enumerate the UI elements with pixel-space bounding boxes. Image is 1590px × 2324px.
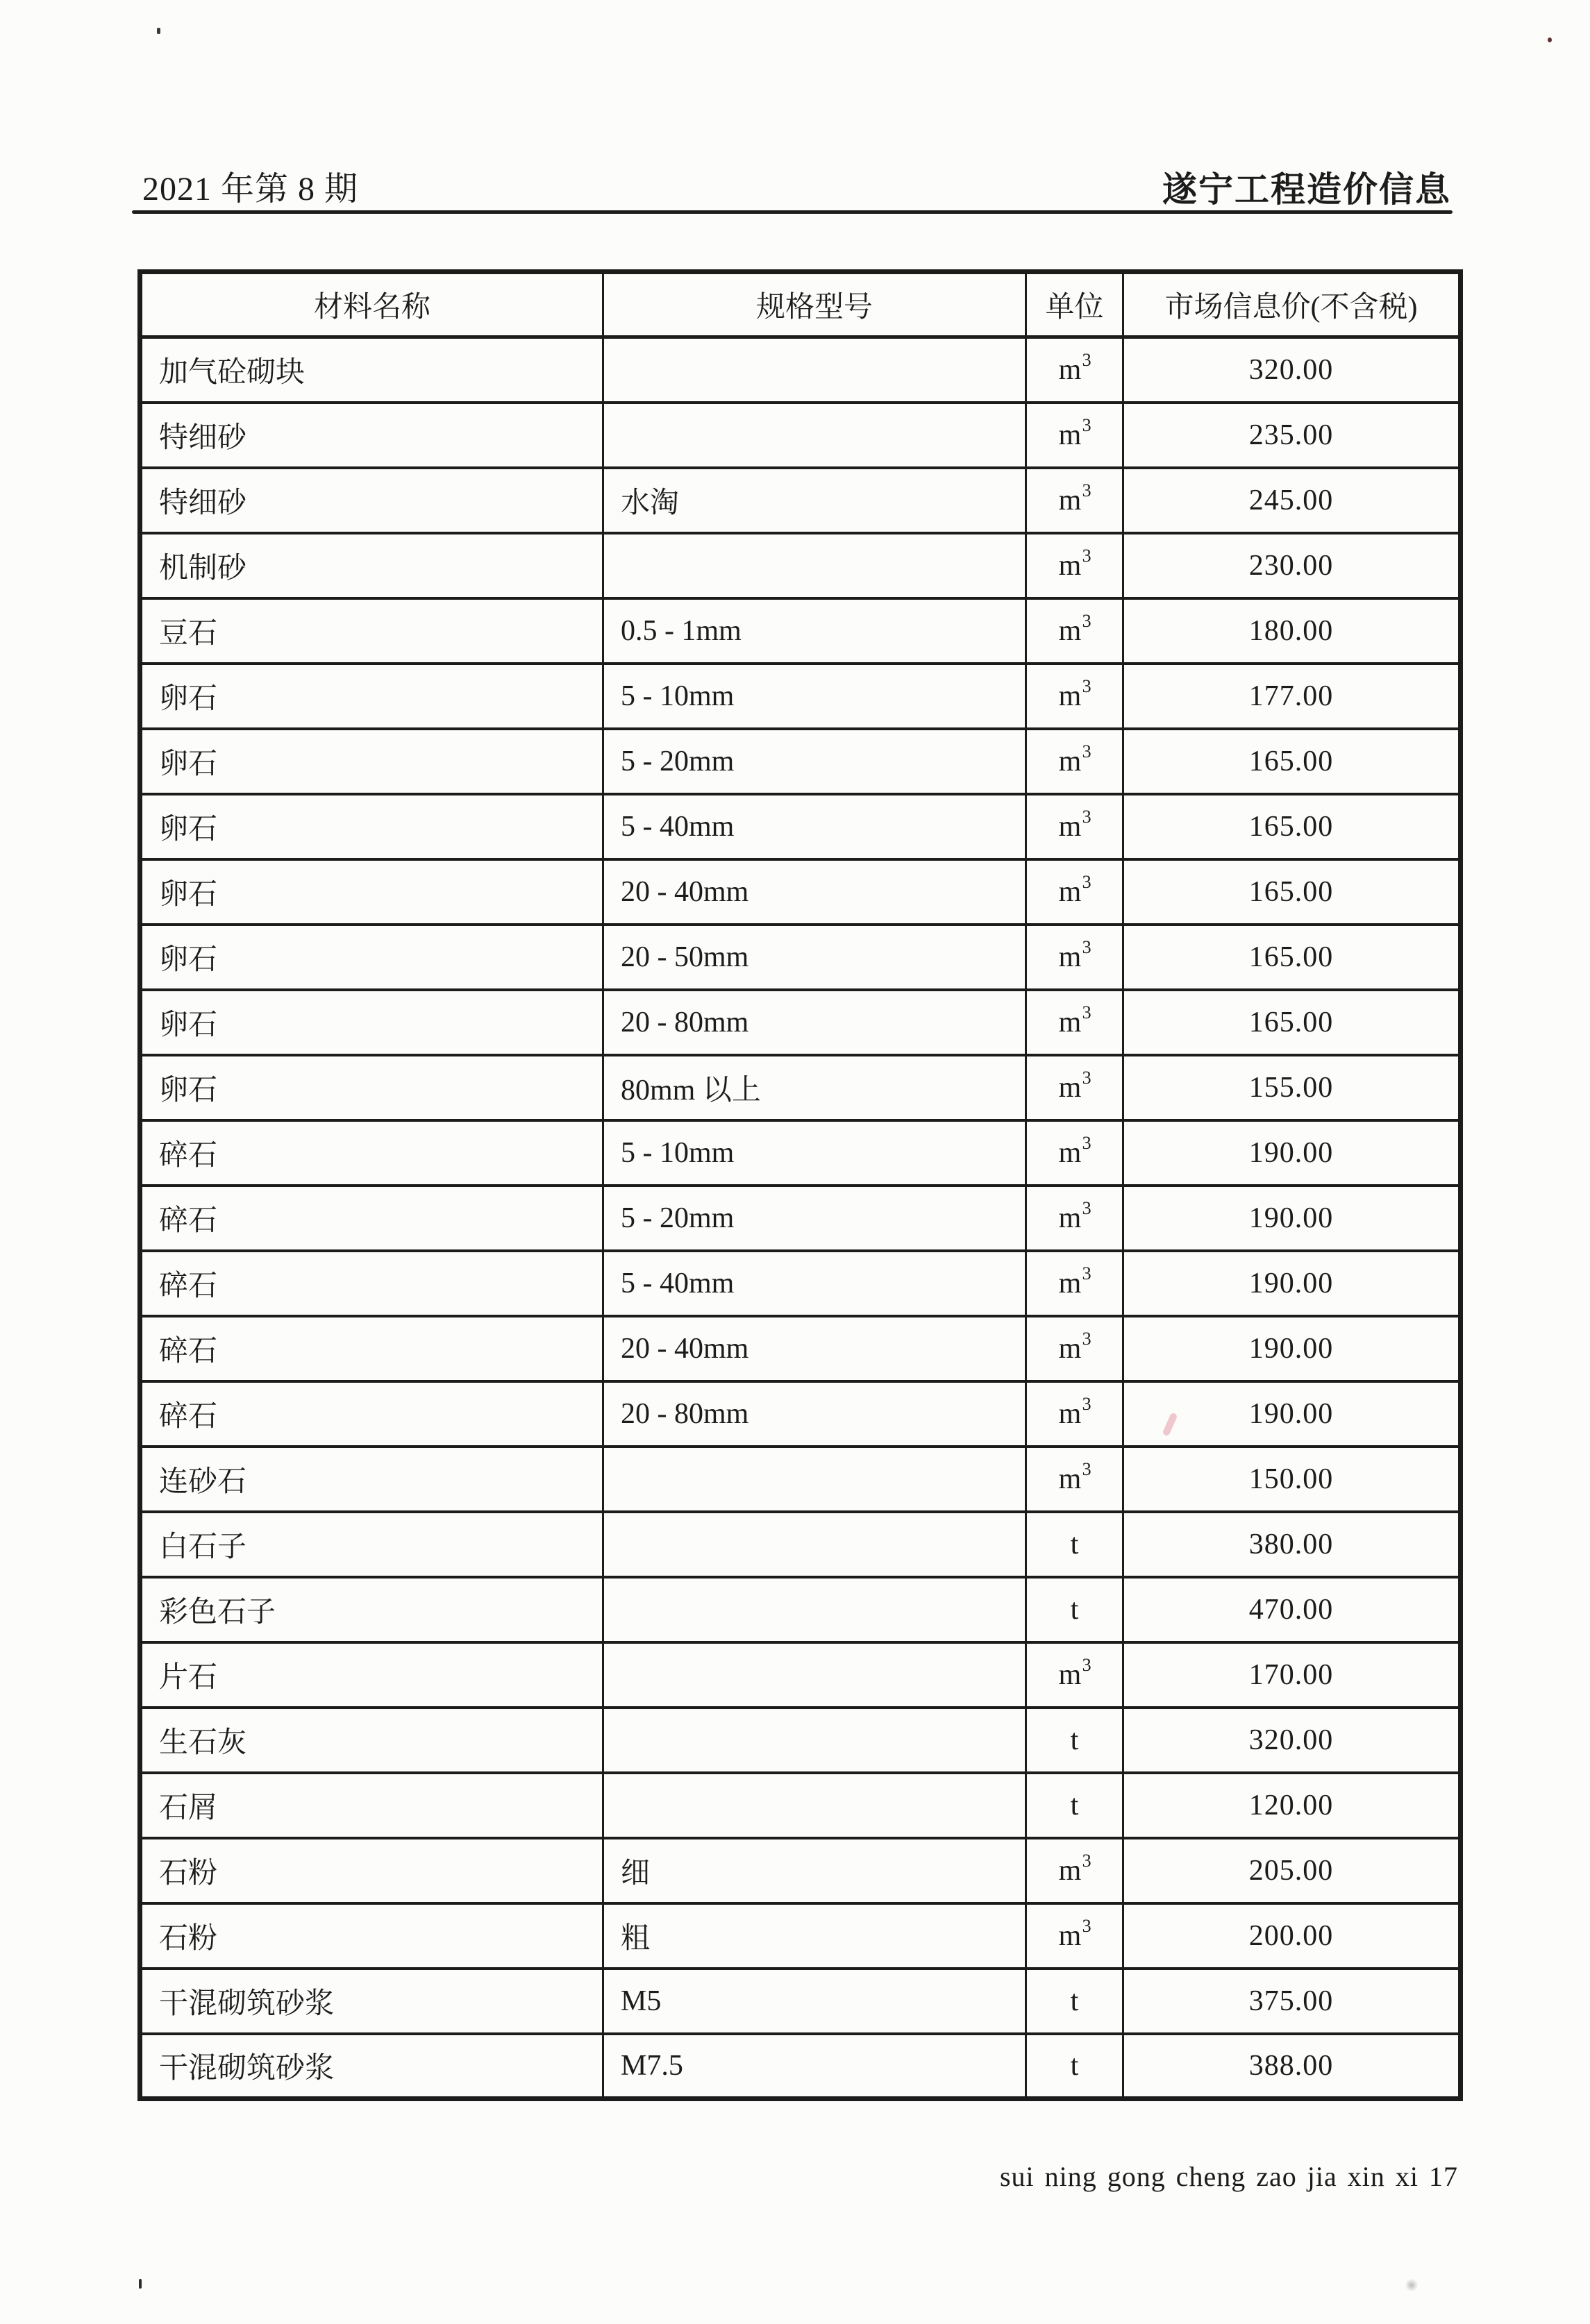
spec-cell bbox=[603, 1447, 1026, 1512]
table-row bbox=[140, 2034, 1461, 2099]
unit-cell: $m^3$ bbox=[1026, 729, 1123, 794]
scan-artifact-speck bbox=[1548, 37, 1552, 42]
unit-cell: t bbox=[1026, 1969, 1123, 2034]
table-row bbox=[140, 1381, 1461, 1447]
price-cell: 245.00 bbox=[1123, 468, 1461, 533]
price-cell: 190.00 bbox=[1123, 1316, 1461, 1381]
table-row bbox=[140, 1903, 1461, 1969]
price-cell: 165.00 bbox=[1123, 925, 1461, 990]
material-name-cell: 卵石 bbox=[140, 729, 603, 794]
material-name-cell: 碎石 bbox=[140, 1186, 603, 1251]
spec-cell: 水淘 bbox=[603, 468, 1026, 533]
page-footer bbox=[969, 2160, 1458, 2193]
price-cell: 120.00 bbox=[1123, 1773, 1461, 1838]
price-cell: 165.00 bbox=[1123, 859, 1461, 925]
spec-cell: M7.5 bbox=[603, 2034, 1026, 2099]
column-header-unit: 单位 bbox=[1026, 272, 1123, 337]
column-header-material-name: 材料名称 bbox=[140, 272, 603, 337]
price-table-body bbox=[140, 337, 1461, 2099]
spec-cell: 细 bbox=[603, 1838, 1026, 1903]
price-cell: 190.00 bbox=[1123, 1381, 1461, 1447]
price-cell: 170.00 bbox=[1123, 1642, 1461, 1708]
unit-cell: $m^3$ bbox=[1026, 468, 1123, 533]
price-cell: 320.00 bbox=[1123, 337, 1461, 403]
price-cell: 470.00 bbox=[1123, 1577, 1461, 1642]
price-cell: 205.00 bbox=[1123, 1838, 1461, 1903]
table-row bbox=[140, 1055, 1461, 1120]
issue-label: 2021 年第 8 期 bbox=[142, 171, 359, 208]
table-row bbox=[140, 1251, 1461, 1316]
unit-cell: $m^3$ bbox=[1026, 1903, 1123, 1969]
material-name-cell: 卵石 bbox=[140, 664, 603, 729]
price-cell: 375.00 bbox=[1123, 1969, 1461, 2034]
material-name-cell: 加气砼砌块 bbox=[140, 337, 603, 403]
unit-cell: $m^3$ bbox=[1026, 1381, 1123, 1447]
table-row bbox=[140, 468, 1461, 533]
table-row bbox=[140, 925, 1461, 990]
table-row bbox=[140, 1969, 1461, 2034]
page-header bbox=[142, 162, 1451, 212]
spec-cell bbox=[603, 337, 1026, 403]
price-cell: 380.00 bbox=[1123, 1512, 1461, 1577]
material-name-cell: 机制砂 bbox=[140, 533, 603, 598]
unit-cell: $m^3$ bbox=[1026, 859, 1123, 925]
unit-cell: $m^3$ bbox=[1026, 990, 1123, 1055]
spec-cell: 5 - 20mm bbox=[603, 1186, 1026, 1251]
price-cell: 388.00 bbox=[1123, 2034, 1461, 2099]
material-name-cell: 石粉 bbox=[140, 1838, 603, 1903]
unit-cell: $m^3$ bbox=[1026, 1838, 1123, 1903]
table-row bbox=[140, 403, 1461, 468]
spec-cell: 5 - 40mm bbox=[603, 794, 1026, 859]
table-row bbox=[140, 1773, 1461, 1838]
spec-cell: 20 - 80mm bbox=[603, 1381, 1026, 1447]
price-cell: 190.00 bbox=[1123, 1120, 1461, 1186]
table-row bbox=[140, 664, 1461, 729]
price-cell: 165.00 bbox=[1123, 794, 1461, 859]
spec-cell: 20 - 40mm bbox=[603, 859, 1026, 925]
table-row bbox=[140, 859, 1461, 925]
unit-cell: t bbox=[1026, 2034, 1123, 2099]
unit-cell: $m^3$ bbox=[1026, 664, 1123, 729]
header-divider bbox=[132, 210, 1453, 214]
unit-cell: t bbox=[1026, 1577, 1123, 1642]
price-cell: 190.00 bbox=[1123, 1251, 1461, 1316]
spec-cell bbox=[603, 533, 1026, 598]
footer-text: sui ning gong cheng zao jia xin xi 17 bbox=[999, 2161, 1458, 2192]
price-cell: 200.00 bbox=[1123, 1903, 1461, 1969]
table-row bbox=[140, 1447, 1461, 1512]
spec-cell bbox=[603, 1708, 1026, 1773]
column-header-spec: 规格型号 bbox=[603, 272, 1026, 337]
spec-cell bbox=[603, 403, 1026, 468]
table-row bbox=[140, 1512, 1461, 1577]
material-name-cell: 卵石 bbox=[140, 794, 603, 859]
spec-cell: 5 - 40mm bbox=[603, 1251, 1026, 1316]
material-name-cell: 生石灰 bbox=[140, 1708, 603, 1773]
price-cell: 230.00 bbox=[1123, 533, 1461, 598]
price-table bbox=[137, 269, 1463, 2101]
material-name-cell: 连砂石 bbox=[140, 1447, 603, 1512]
spec-cell bbox=[603, 1642, 1026, 1708]
price-cell: 180.00 bbox=[1123, 598, 1461, 664]
price-cell: 177.00 bbox=[1123, 664, 1461, 729]
material-name-cell: 卵石 bbox=[140, 990, 603, 1055]
table-row bbox=[140, 1708, 1461, 1773]
spec-cell: M5 bbox=[603, 1969, 1026, 2034]
table-row bbox=[140, 990, 1461, 1055]
price-cell: 165.00 bbox=[1123, 990, 1461, 1055]
material-name-cell: 碎石 bbox=[140, 1120, 603, 1186]
price-cell: 320.00 bbox=[1123, 1708, 1461, 1773]
column-header-price: 市场信息价(不含税) bbox=[1123, 272, 1461, 337]
table-row bbox=[140, 337, 1461, 403]
unit-cell: $m^3$ bbox=[1026, 1316, 1123, 1381]
material-name-cell: 卵石 bbox=[140, 859, 603, 925]
unit-cell: t bbox=[1026, 1773, 1123, 1838]
spec-cell bbox=[603, 1773, 1026, 1838]
material-name-cell: 石粉 bbox=[140, 1903, 603, 1969]
material-name-cell: 碎石 bbox=[140, 1316, 603, 1381]
spec-cell: 80mm 以上 bbox=[603, 1055, 1026, 1120]
unit-cell: $m^3$ bbox=[1026, 925, 1123, 990]
material-name-cell: 碎石 bbox=[140, 1251, 603, 1316]
header-row bbox=[140, 272, 1461, 337]
unit-cell: $m^3$ bbox=[1026, 1251, 1123, 1316]
material-name-cell: 白石子 bbox=[140, 1512, 603, 1577]
unit-cell: t bbox=[1026, 1512, 1123, 1577]
spec-cell: 20 - 40mm bbox=[603, 1316, 1026, 1381]
scan-artifact-speck bbox=[139, 2279, 142, 2289]
material-name-cell: 特细砂 bbox=[140, 403, 603, 468]
unit-cell: $m^3$ bbox=[1026, 1055, 1123, 1120]
table-row bbox=[140, 794, 1461, 859]
unit-cell: $m^3$ bbox=[1026, 337, 1123, 403]
unit-cell: $m^3$ bbox=[1026, 1186, 1123, 1251]
table-row bbox=[140, 1120, 1461, 1186]
material-name-cell: 片石 bbox=[140, 1642, 603, 1708]
unit-cell: t bbox=[1026, 1708, 1123, 1773]
scan-artifact-smudge bbox=[1405, 2278, 1418, 2292]
unit-cell: $m^3$ bbox=[1026, 1642, 1123, 1708]
table-row bbox=[140, 533, 1461, 598]
unit-cell: $m^3$ bbox=[1026, 1120, 1123, 1186]
spec-cell: 20 - 50mm bbox=[603, 925, 1026, 990]
material-name-cell: 干混砌筑砂浆 bbox=[140, 2034, 603, 2099]
material-name-cell: 彩色石子 bbox=[140, 1577, 603, 1642]
material-name-cell: 干混砌筑砂浆 bbox=[140, 1969, 603, 2034]
unit-cell: $m^3$ bbox=[1026, 533, 1123, 598]
spec-cell: 0.5 - 1mm bbox=[603, 598, 1026, 664]
table-row bbox=[140, 1316, 1461, 1381]
material-name-cell: 卵石 bbox=[140, 1055, 603, 1120]
price-cell: 165.00 bbox=[1123, 729, 1461, 794]
spec-cell: 5 - 10mm bbox=[603, 1120, 1026, 1186]
price-table-head bbox=[140, 272, 1461, 337]
price-cell: 235.00 bbox=[1123, 403, 1461, 468]
material-name-cell: 碎石 bbox=[140, 1381, 603, 1447]
price-cell: 155.00 bbox=[1123, 1055, 1461, 1120]
unit-cell: $m^3$ bbox=[1026, 1447, 1123, 1512]
publication-title: 遂宁工程造价信息 bbox=[1162, 170, 1451, 209]
table-row bbox=[140, 1838, 1461, 1903]
table-row bbox=[140, 1186, 1461, 1251]
spec-cell: 5 - 10mm bbox=[603, 664, 1026, 729]
unit-cell: $m^3$ bbox=[1026, 794, 1123, 859]
price-cell: 190.00 bbox=[1123, 1186, 1461, 1251]
unit-cell: $m^3$ bbox=[1026, 598, 1123, 664]
table-row bbox=[140, 598, 1461, 664]
spec-cell: 粗 bbox=[603, 1903, 1026, 1969]
scan-artifact-speck bbox=[157, 28, 160, 34]
spec-cell: 5 - 20mm bbox=[603, 729, 1026, 794]
table-row bbox=[140, 1577, 1461, 1642]
table-row bbox=[140, 1642, 1461, 1708]
material-name-cell: 石屑 bbox=[140, 1773, 603, 1838]
spec-cell bbox=[603, 1512, 1026, 1577]
table-row bbox=[140, 729, 1461, 794]
price-cell: 150.00 bbox=[1123, 1447, 1461, 1512]
unit-cell: $m^3$ bbox=[1026, 403, 1123, 468]
spec-cell: 20 - 80mm bbox=[603, 990, 1026, 1055]
material-name-cell: 豆石 bbox=[140, 598, 603, 664]
material-name-cell: 特细砂 bbox=[140, 468, 603, 533]
spec-cell bbox=[603, 1577, 1026, 1642]
material-name-cell: 卵石 bbox=[140, 925, 603, 990]
